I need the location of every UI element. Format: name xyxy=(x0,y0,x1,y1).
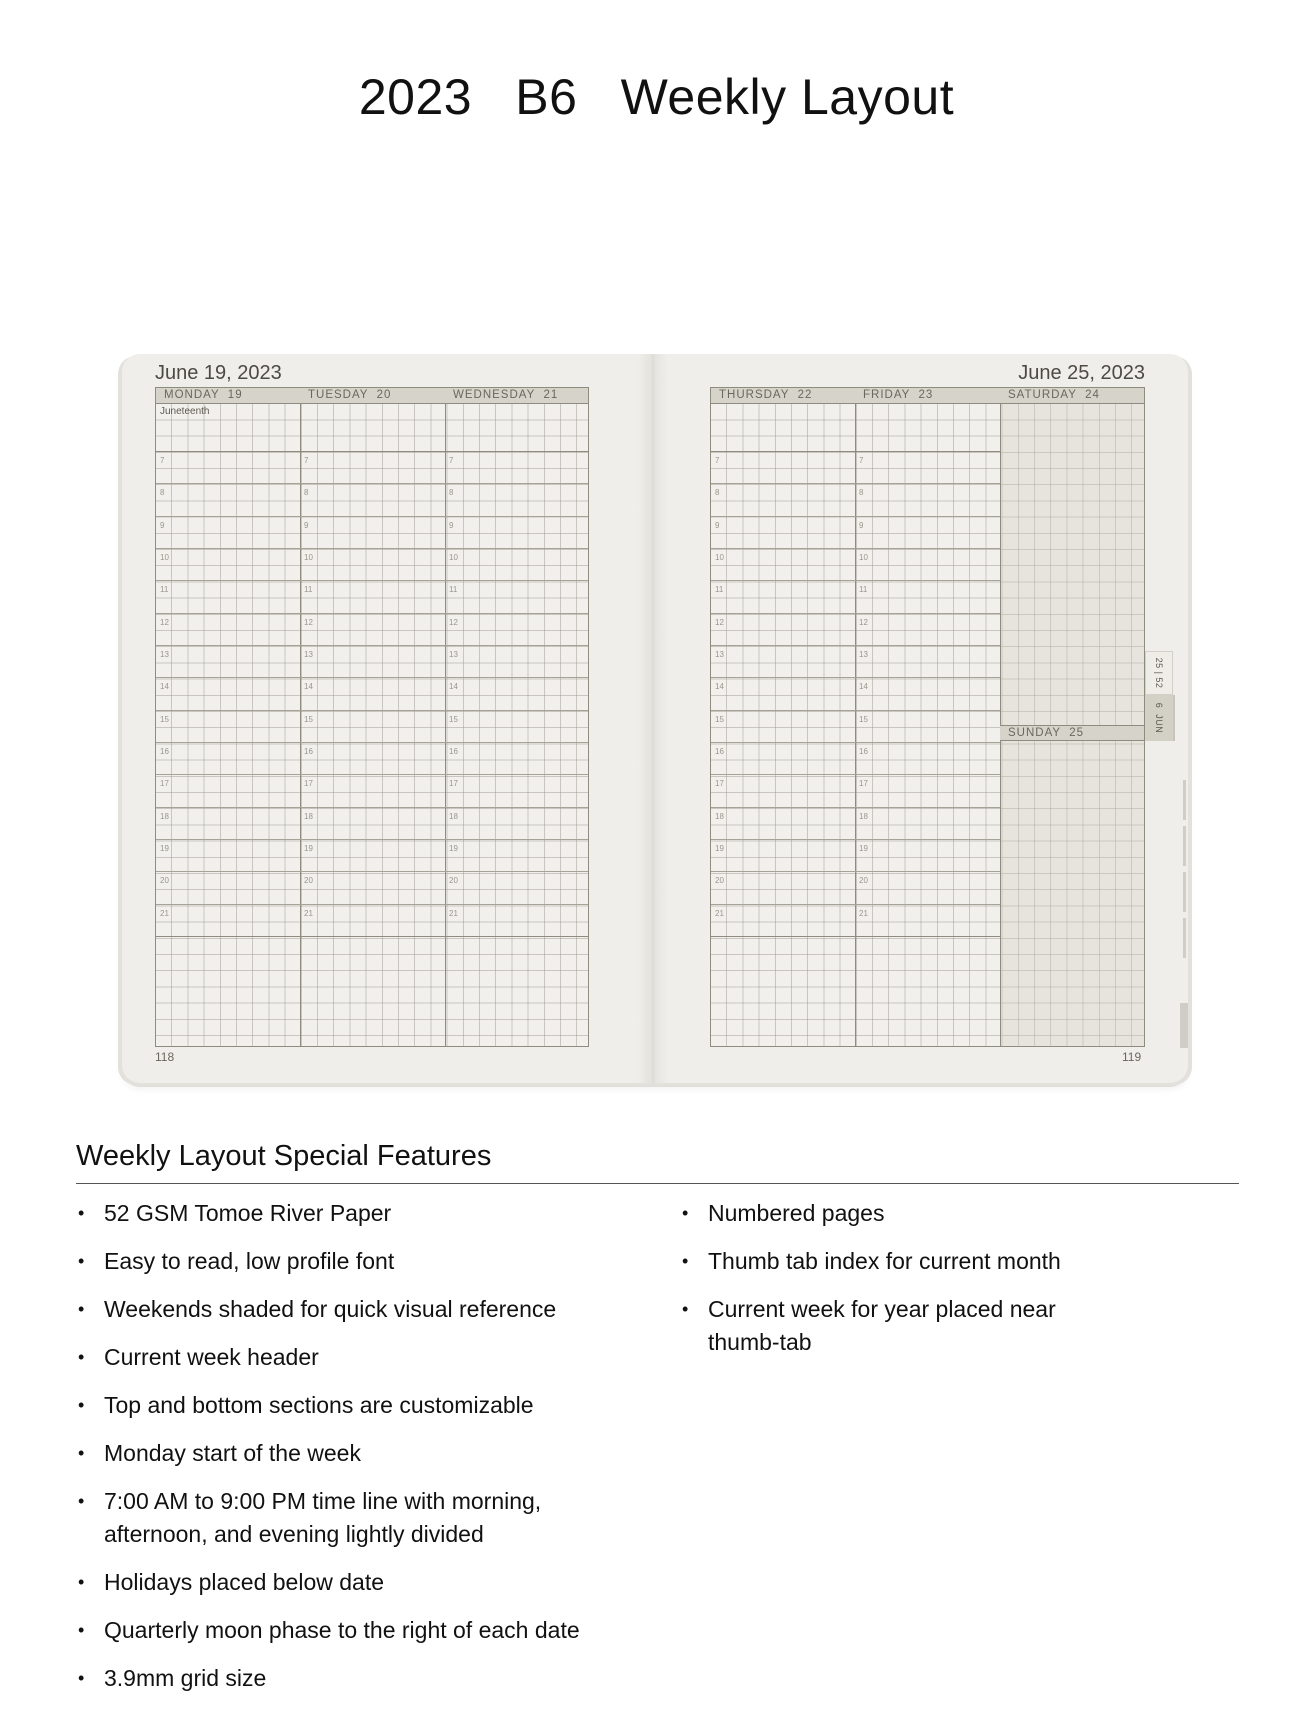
hour-label: 21 xyxy=(859,908,868,918)
hour-label: 9 xyxy=(859,520,864,530)
hour-label: 10 xyxy=(449,553,458,562)
bullet-icon: • xyxy=(682,1251,689,1271)
hour-label: 16 xyxy=(304,747,313,756)
hour-label: 9 xyxy=(715,520,720,530)
hour-label: 7 xyxy=(304,456,309,465)
bullet-icon: • xyxy=(78,1620,85,1640)
hour-label: 7 xyxy=(859,456,864,465)
hour-label: 19 xyxy=(304,844,313,853)
hour-divider xyxy=(711,871,1000,872)
hour-label: 19 xyxy=(160,844,169,853)
column-divider xyxy=(445,388,446,1046)
hour-label: 18 xyxy=(160,811,169,821)
hour-divider xyxy=(711,807,1000,808)
hour-divider xyxy=(711,742,1000,743)
hour-label: 15 xyxy=(715,714,724,724)
bullet-icon: • xyxy=(78,1668,85,1688)
hour-label: 18 xyxy=(859,811,868,821)
hour-label: 12 xyxy=(715,617,724,627)
hour-label: 16 xyxy=(160,747,169,756)
day-header-tuesday: TUESDAY 20 xyxy=(300,388,445,404)
month-thumb-tab[interactable] xyxy=(1145,695,1175,741)
bottom-section-divider xyxy=(156,936,588,937)
hour-label: 7 xyxy=(160,456,165,465)
column-divider xyxy=(300,388,301,1046)
hour-label: 17 xyxy=(449,779,458,789)
holiday-label: Juneteenth xyxy=(160,406,210,417)
hour-divider xyxy=(711,483,1000,484)
top-section-divider xyxy=(156,451,588,452)
hour-label: 21 xyxy=(449,908,458,918)
bullet-icon: • xyxy=(78,1395,85,1415)
edge-tab xyxy=(1180,1003,1188,1048)
gutter xyxy=(638,354,668,1083)
feature-item: • 7:00 AM to 9:00 PM time line with morning, afternoon, and evening lightly divided xyxy=(76,1485,624,1551)
hour-label: 12 xyxy=(160,617,169,627)
hour-label: 8 xyxy=(304,488,309,498)
hour-label: 17 xyxy=(715,779,724,789)
hour-label: 8 xyxy=(160,488,165,498)
feature-item: • Current week for year placed near thumb-tab xyxy=(680,1293,1068,1359)
feature-item: • Current week header xyxy=(76,1341,676,1374)
hour-label: 16 xyxy=(715,747,724,756)
hour-divider xyxy=(711,580,1000,581)
feature-item: • Quarterly moon phase to the right of each date xyxy=(76,1614,676,1647)
hour-label: 19 xyxy=(449,844,458,853)
hour-label: 11 xyxy=(449,585,458,595)
hour-label: 11 xyxy=(160,585,169,595)
hour-label: 11 xyxy=(715,585,724,595)
hour-label: 7 xyxy=(449,456,454,465)
bullet-icon: • xyxy=(78,1347,85,1367)
hour-label: 19 xyxy=(859,844,868,853)
hour-divider xyxy=(156,839,588,840)
hour-divider xyxy=(711,645,1000,646)
hour-label: 10 xyxy=(859,553,868,562)
hour-label: 19 xyxy=(715,844,724,853)
hour-divider xyxy=(156,807,588,808)
hour-divider xyxy=(156,580,588,581)
feature-item: • 3.9mm grid size xyxy=(76,1662,676,1695)
day-header-friday: FRIDAY 23 xyxy=(855,388,1000,404)
hour-label: 9 xyxy=(304,520,309,530)
hour-label: 9 xyxy=(160,520,165,530)
bullet-icon: • xyxy=(78,1491,85,1511)
hour-label: 11 xyxy=(304,585,313,595)
hour-label: 13 xyxy=(449,650,458,659)
hour-divider xyxy=(156,904,588,905)
hour-label: 14 xyxy=(160,682,169,692)
hour-label: 20 xyxy=(304,876,313,886)
edge-tab xyxy=(1183,826,1186,866)
hour-label: 12 xyxy=(304,617,313,627)
hour-divider xyxy=(711,904,1000,905)
hour-label: 7 xyxy=(715,456,720,465)
hour-label: 13 xyxy=(160,650,169,659)
bullet-icon: • xyxy=(78,1572,85,1592)
feature-item: • Easy to read, low profile font xyxy=(76,1245,676,1278)
page-number-left: 118 xyxy=(155,1050,175,1064)
hour-label: 17 xyxy=(160,779,169,789)
edge-tab xyxy=(1183,780,1186,820)
hour-label: 8 xyxy=(715,488,720,498)
top-section-divider xyxy=(711,451,1000,452)
hour-label: 10 xyxy=(304,553,313,562)
feature-item: • Numbered pages xyxy=(680,1197,1200,1230)
hour-label: 21 xyxy=(715,908,724,918)
hour-label: 9 xyxy=(449,520,454,530)
day-header-monday: MONDAY 19 xyxy=(156,388,300,404)
week-of-year-label: 25 | 52 xyxy=(1154,657,1164,689)
hour-label: 14 xyxy=(859,682,868,692)
hour-divider xyxy=(711,774,1000,775)
feature-item: • Weekends shaded for quick visual reference xyxy=(76,1293,676,1326)
hour-label: 13 xyxy=(715,650,724,659)
feature-item: • Monday start of the week xyxy=(76,1437,676,1470)
bullet-icon: • xyxy=(78,1251,85,1271)
hour-label: 11 xyxy=(859,585,868,595)
bullet-icon: • xyxy=(682,1299,689,1319)
hour-label: 15 xyxy=(160,714,169,724)
hour-label: 15 xyxy=(859,714,868,724)
day-header-sunday: SUNDAY 25 xyxy=(1000,725,1144,741)
hour-divider xyxy=(156,483,588,484)
bottom-section-divider xyxy=(711,936,1000,937)
week-header-date: June 25, 2023 xyxy=(1018,362,1145,384)
bullet-icon: • xyxy=(78,1299,85,1319)
hour-divider xyxy=(156,742,588,743)
page-number-right: 119 xyxy=(1122,1050,1142,1064)
feature-item: • Top and bottom sections are customizable xyxy=(76,1389,676,1422)
column-divider xyxy=(1000,388,1001,1046)
weekend-shading xyxy=(1001,388,1144,1046)
hour-divider xyxy=(711,710,1000,711)
hour-label: 20 xyxy=(715,876,724,886)
bullet-icon: • xyxy=(78,1203,85,1223)
hour-divider xyxy=(711,548,1000,549)
hour-label: 20 xyxy=(859,876,868,886)
hour-divider xyxy=(156,516,588,517)
hour-label: 12 xyxy=(449,617,458,627)
feature-item: • Thumb tab index for current month xyxy=(680,1245,1200,1278)
hour-divider xyxy=(156,645,588,646)
features-divider xyxy=(76,1183,1239,1184)
hour-label: 21 xyxy=(304,908,313,918)
hour-divider xyxy=(711,839,1000,840)
edge-tab xyxy=(1183,872,1186,912)
hour-label: 18 xyxy=(449,811,458,821)
hour-label: 15 xyxy=(304,714,313,724)
edge-tab xyxy=(1183,918,1186,958)
right-page-grid xyxy=(710,387,1145,1047)
hour-label: 12 xyxy=(859,617,868,627)
column-divider xyxy=(855,388,856,1046)
hour-label: 10 xyxy=(715,553,724,562)
hour-label: 10 xyxy=(160,553,169,562)
bullet-icon: • xyxy=(78,1443,85,1463)
page-title: 2023 B6 Weekly Layout xyxy=(358,69,955,125)
day-header-thursday: THURSDAY 22 xyxy=(711,388,855,404)
hour-label: 14 xyxy=(304,682,313,692)
features-heading: Weekly Layout Special Features xyxy=(76,1140,492,1172)
hour-divider xyxy=(156,871,588,872)
hour-label: 8 xyxy=(859,488,864,498)
hour-label: 15 xyxy=(449,714,458,724)
hour-label: 8 xyxy=(449,488,454,498)
hour-label: 21 xyxy=(160,908,169,918)
feature-item: • 52 GSM Tomoe River Paper xyxy=(76,1197,676,1230)
hour-label: 18 xyxy=(304,811,313,821)
features-list-left xyxy=(76,1197,676,1710)
bullet-icon: • xyxy=(682,1203,689,1223)
feature-item: • Holidays placed below date xyxy=(76,1566,676,1599)
week-header-date: June 19, 2023 xyxy=(155,362,282,384)
hour-divider xyxy=(156,613,588,614)
hour-divider xyxy=(156,710,588,711)
week-of-year-tab[interactable] xyxy=(1145,651,1173,695)
features-list-right xyxy=(680,1197,1200,1374)
hour-label: 17 xyxy=(304,779,313,789)
month-tab-label: 6 JUN xyxy=(1154,702,1164,734)
hour-label: 13 xyxy=(859,650,868,659)
hour-label: 14 xyxy=(449,682,458,692)
hour-label: 18 xyxy=(715,811,724,821)
day-header-saturday: SATURDAY 24 xyxy=(1000,388,1144,404)
hour-label: 16 xyxy=(859,747,868,756)
hour-label: 14 xyxy=(715,682,724,692)
day-header-wednesday: WEDNESDAY 21 xyxy=(445,388,588,404)
hour-divider xyxy=(711,677,1000,678)
hour-divider xyxy=(711,613,1000,614)
hour-label: 17 xyxy=(859,779,868,789)
hour-divider xyxy=(156,548,588,549)
hour-divider xyxy=(711,516,1000,517)
hour-divider xyxy=(156,677,588,678)
hour-label: 20 xyxy=(160,876,169,886)
hour-divider xyxy=(156,774,588,775)
hour-label: 16 xyxy=(449,747,458,756)
hour-label: 13 xyxy=(304,650,313,659)
hour-label: 20 xyxy=(449,876,458,886)
left-page-grid xyxy=(155,387,589,1047)
